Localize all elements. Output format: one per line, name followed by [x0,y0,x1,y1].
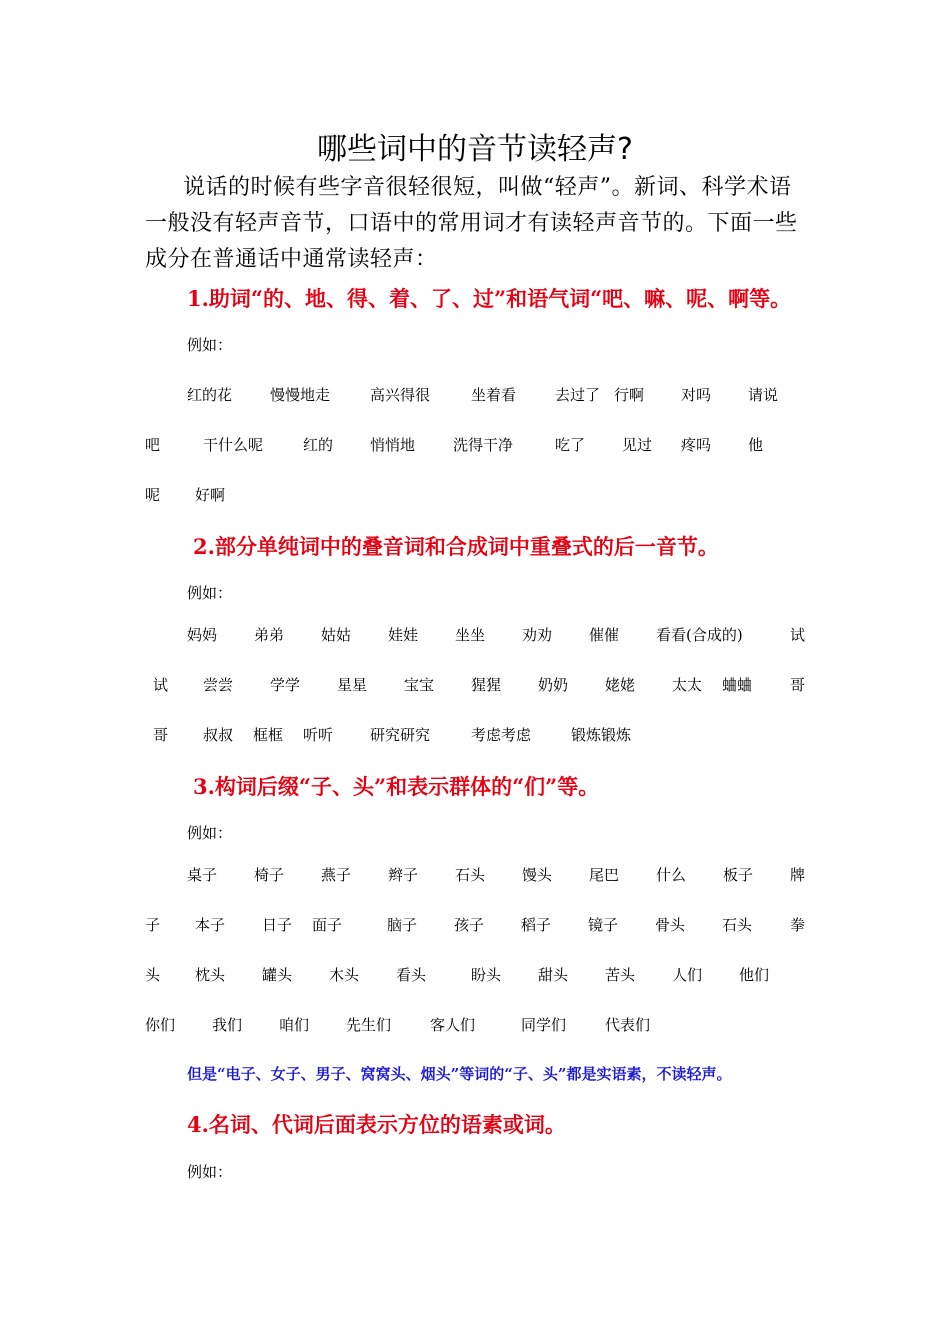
word: 孩子 [454,916,485,934]
word: 吧 [145,436,161,454]
word: 哥 [153,726,169,744]
page-title: 哪些词中的音节读轻声? [317,132,633,167]
word: 妈妈 [187,626,218,644]
word: 先生们 [346,1016,392,1034]
section-2-example-label: 例如： [187,584,233,602]
word: 姑姑 [321,626,352,644]
section-1-heading: 1.助词“的、地、得、着、了、过”和语气词“吧、嘛、呢、啊等。 [187,286,792,311]
word: 什么 [656,866,687,884]
word: 好啊 [195,486,226,504]
word: 子 [145,916,161,934]
word: 星星 [337,676,368,694]
word: 去过了 [555,386,601,404]
word: 椅子 [254,866,285,884]
word: 我们 [212,1016,243,1034]
word: 牌 [790,866,806,884]
word: 蛐蛐 [722,676,753,694]
word: 考虑考虑 [471,726,532,744]
word: 馒头 [522,866,553,884]
word: 洗得干净 [453,436,514,454]
word: 太太 [672,676,703,694]
word: 同学们 [521,1016,567,1034]
word: 尝尝 [203,676,234,694]
word: 罐头 [262,966,293,984]
word: 奶奶 [538,676,569,694]
word: 弟弟 [254,626,285,644]
word: 面子 [312,916,343,934]
word: 听听 [303,726,334,744]
word: 红的花 [187,386,233,404]
word: 板子 [723,866,754,884]
word: 慢慢地走 [270,386,331,404]
word: 吃了 [555,436,586,454]
word: 木头 [329,966,360,984]
word: 行啊 [614,386,645,404]
word: 咱们 [279,1016,310,1034]
word: 猩猩 [471,676,502,694]
section-1-example-label: 例如： [187,336,233,354]
word: 稻子 [521,916,552,934]
section-3-example-label: 例如： [187,824,233,842]
word: 苦头 [605,966,636,984]
word: 宝宝 [404,676,435,694]
word: 他 [748,436,764,454]
word: 你们 [145,1016,176,1034]
word: 研究研究 [370,726,431,744]
word: 对吗 [681,386,712,404]
word: 镜子 [588,916,619,934]
word: 拳 [790,916,806,934]
word: 疼吗 [681,436,712,454]
word: 看头 [396,966,427,984]
word: 见过 [622,436,653,454]
word: 看看(合成的) [656,626,743,644]
word: 请说 [748,386,779,404]
word: 石头 [722,916,753,934]
section-4-example-label: 例如： [187,1163,233,1181]
word: 盼头 [471,966,502,984]
section-3-heading: 3.构词后缀“子、头”和表示群体的“们”等。 [193,774,600,799]
word: 学学 [270,676,301,694]
word: 坐坐 [455,626,486,644]
word: 日子 [262,916,293,934]
word: 催催 [589,626,620,644]
word: 试 [153,676,169,694]
word: 甜头 [538,966,569,984]
word: 娃娃 [388,626,419,644]
section-4-heading: 4.名词、代词后面表示方位的语素或词。 [187,1112,566,1137]
word: 代表们 [605,1016,651,1034]
word: 尾巴 [589,866,620,884]
word: 枕头 [195,966,226,984]
word: 燕子 [321,866,352,884]
word: 高兴得很 [370,386,431,404]
word: 悄悄地 [370,436,416,454]
word: 坐着看 [471,386,517,404]
word: 红的 [303,436,334,454]
word: 脑子 [387,916,418,934]
word: 本子 [195,916,226,934]
word: 哥 [790,676,806,694]
word: 锻炼锻炼 [571,726,632,744]
word: 客人们 [430,1016,476,1034]
word: 头 [145,966,161,984]
word: 骨头 [655,916,686,934]
word: 叔叔 [203,726,234,744]
word: 呢 [145,486,161,504]
word: 他们 [739,966,770,984]
section-3-note: 但是“电子、女子、男子、窝窝头、烟头”等词的“子、头”都是实语素，不读轻声。 [187,1065,732,1083]
section-2-heading: 2.部分单纯词中的叠音词和合成词中重叠式的后一音节。 [193,534,719,559]
word: 桌子 [187,866,218,884]
word: 干什么呢 [203,436,264,454]
word: 人们 [672,966,703,984]
word: 试 [790,626,806,644]
intro-paragraph: 说话的时候有些字音很轻很短，叫做“轻声”。新词、科学术语一般没有轻声音节，口语中的常用词才有读轻声音节的。下面一些成分在普通话中通常读轻声： [145,175,798,272]
word: 劝劝 [522,626,553,644]
word: 石头 [455,866,486,884]
word: 姥姥 [605,676,636,694]
word: 辫子 [388,866,419,884]
word: 框框 [253,726,284,744]
